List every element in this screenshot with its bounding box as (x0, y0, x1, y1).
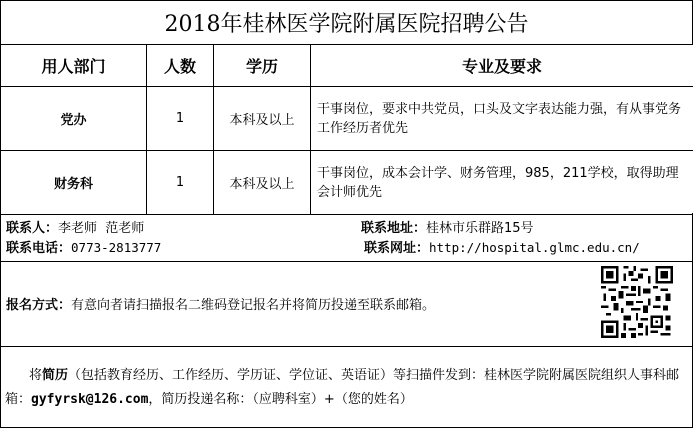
jobs-table (0, 44, 693, 215)
apply-label: 报名方式： (6, 298, 72, 313)
contact-person (6, 217, 144, 236)
page-title: 2018年桂林医学院附属医院招聘公告 (0, 0, 693, 44)
contact-website-link[interactable]: http://hospital.glmc.edu.cn/ (429, 240, 640, 255)
cell-dept: 财务科 (1, 151, 147, 215)
cell-education: 本科及以上 (214, 151, 311, 215)
submission-prefix: 将 (29, 368, 43, 383)
submission-text-part2: ，简历投递名称：（应聘科室）+（您的姓名） (148, 392, 413, 407)
contact-website-label: 联系网址： (364, 241, 430, 256)
table-row (1, 151, 693, 215)
cell-count: 1 (147, 151, 214, 215)
apply-instruction: 有意向者请扫描报名二维码登记报名并将简历投递至联系邮箱。 (71, 298, 436, 313)
cell-dept: 党办 (1, 87, 147, 151)
contact-address (361, 217, 534, 236)
cell-requirements: 干事岗位，要求中共党员，口头及文字表达能力强，有从事党务工作经历者优先 (311, 87, 693, 151)
cell-count: 1 (147, 87, 214, 151)
apply-section (0, 262, 693, 347)
submission-resume-word: 简历 (42, 368, 69, 383)
contact-section (0, 213, 693, 262)
header-dept: 用人部门 (1, 45, 147, 87)
header-education: 学历 (214, 45, 311, 87)
contact-address-value: 桂林市乐群路15号 (426, 221, 534, 236)
header-requirements: 专业及要求 (311, 45, 693, 87)
submission-section (0, 347, 693, 428)
qr-code-icon[interactable] (601, 266, 673, 338)
submission-text-part1: （包括教育经历、工作经历、学历证、学位证、英语证）等扫描件发到：桂林医学院附属医院组织人事科邮箱： (5, 368, 680, 407)
contact-website (364, 237, 640, 256)
apply-text (6, 294, 435, 313)
table-row (1, 87, 693, 151)
contact-address-label: 联系地址： (361, 221, 427, 236)
contact-person-label: 联系人： (6, 221, 59, 236)
submission-instructions (5, 364, 689, 412)
contact-phone-label: 联系电话： (6, 241, 72, 256)
contact-phone-value: 0773-2813777 (71, 240, 162, 255)
contact-phone (6, 237, 161, 256)
table-header-row (1, 45, 693, 87)
submission-email-link[interactable]: gyfyrsk@126.com (31, 392, 149, 407)
contact-person-value: 李老师 范老师 (58, 221, 145, 236)
cell-requirements: 干事岗位，成本会计学、财务管理，985，211学校，取得助理会计师优先 (311, 151, 693, 215)
header-count: 人数 (147, 45, 214, 87)
cell-education: 本科及以上 (214, 87, 311, 151)
